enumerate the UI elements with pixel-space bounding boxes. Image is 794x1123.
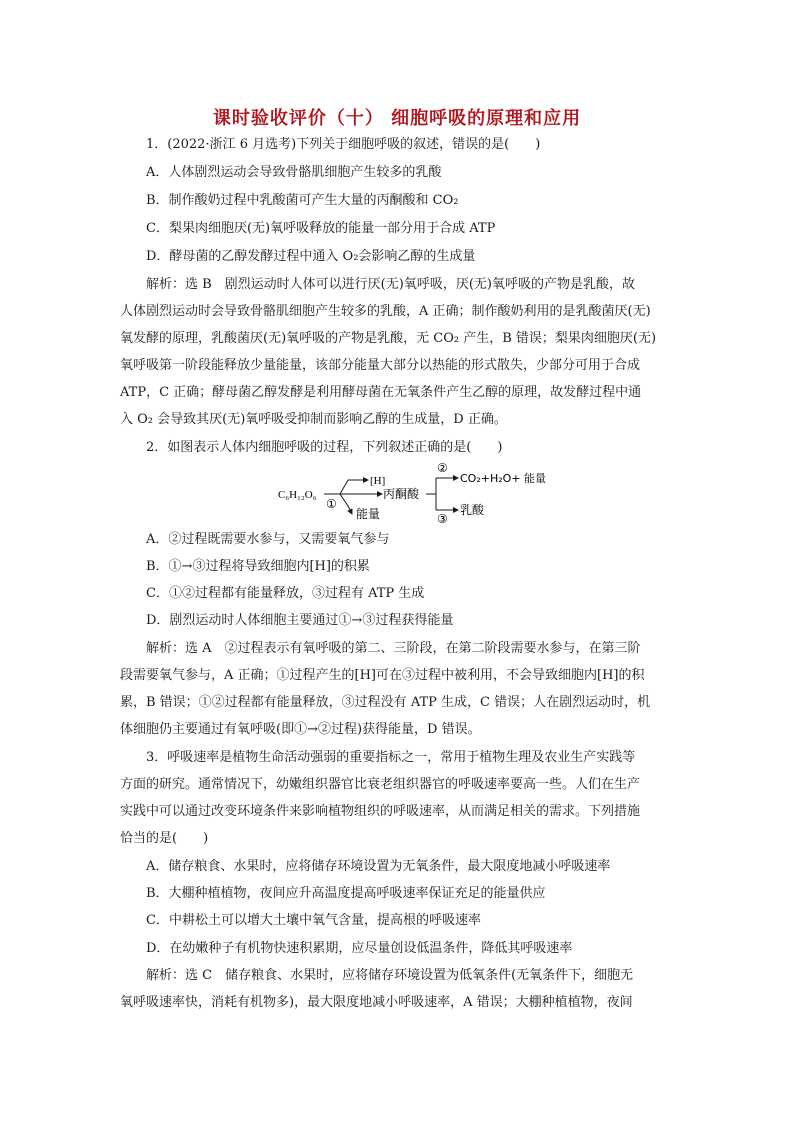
pyruvate-label: 丙酮酸 xyxy=(383,487,420,501)
question-1-stem: 1．(2022·浙江 6 月选考)下列关于细胞呼吸的叙述，错误的是( ) xyxy=(146,137,541,152)
q2-option-a: A．②过程既需要水参与，又需要氧气参与 xyxy=(146,532,390,547)
page-title: 课时验收评价（十） 细胞呼吸的原理和应用 xyxy=(212,108,582,129)
question-3-stem: 3．呼吸速率是植物生命活动强弱的重要指标之一，常用于植物生理及农业生产实践等 xyxy=(146,750,636,765)
q3-option-d: D．在幼嫩种子有机物快速积累期，应尽量创设低温条件，降低其呼吸速率 xyxy=(146,941,573,956)
q3-analysis-line: 氧呼吸速率快，消耗有机物多)，最大限度地减小呼吸速率，A 错误；大棚种植植物，夜间 xyxy=(120,995,633,1010)
q3-option-b: B．大棚种植植物，夜间应升高温度提高呼吸速率保证充足的能量供应 xyxy=(146,886,546,901)
q3-option-a: A．储存粮食、水果时，应将储存环境设置为无氧条件，最大限度地减小呼吸速率 xyxy=(146,859,611,874)
h-label: [H] xyxy=(370,475,386,487)
q2-option-c: C．①②过程都有能量释放，③过程有 ATP 生成 xyxy=(146,586,425,601)
glucose-label: C₆H₁₂O₆ xyxy=(278,489,317,501)
h-branch-arrow xyxy=(340,480,368,494)
q1-option-a: A．人体剧烈运动会导致骨骼肌细胞产生较多的乳酸 xyxy=(146,165,442,180)
q2-analysis-line: 解析：选 A ②过程表示有氧呼吸的第二、三阶段，在第二阶段需要水参与，在第三阶 xyxy=(146,641,641,656)
lactate-label: 乳酸 xyxy=(460,503,485,517)
q1-option-b: B．制作酸奶过程中乳酸菌可产生大量的丙酮酸和 CO₂ xyxy=(146,193,459,208)
question-2-stem: 2．如图表示人体内细胞呼吸的过程，下列叙述正确的是( ) xyxy=(146,440,503,455)
q3-option-c: C．中耕松土可以增大土壤中氧气含量，提高根的呼吸速率 xyxy=(146,913,481,928)
q2-option-d: D．剧烈运动时人体细胞主要通过①→③过程获得能量 xyxy=(146,613,454,628)
question-3-stem: 恰当的是( ) xyxy=(120,831,209,846)
q1-option-c: C．梨果肉细胞厌(无)氧呼吸释放的能量一部分用于合成 ATP xyxy=(146,221,496,236)
q2-analysis-line: 体细胞仍主要通过有氧呼吸(即①→②过程)获得能量，D 错误。 xyxy=(120,722,481,737)
q2-option-b: B．①→③过程将导致细胞内[H]的积累 xyxy=(146,559,370,574)
q1-analysis-line: ATP，C 正确；酵母菌乙醇发酵是利用酵母菌在无氧条件产生乙醇的原理，故发酵过程中通 xyxy=(120,385,642,400)
question-3-stem: 方面的研究。通常情况下，幼嫩组织器官比衰老组织器官的呼吸速率要高一些。人们在生产 xyxy=(120,777,641,792)
cell-respiration-diagram xyxy=(270,460,570,525)
q3-analysis-line: 解析：选 C 储存粮食、水果时，应将储存环境设置为低氧条件(无氧条件下，细胞无 xyxy=(146,968,634,983)
step2-marker: ② xyxy=(437,461,448,475)
q1-analysis-line: 氧发酵的原理，乳酸菌厌(无)氧呼吸的产物是乳酸，无 CO₂ 产生，B 错误；梨果肉细胞厌(无) xyxy=(120,331,657,346)
q2-analysis-line: 累，B 错误；①②过程都有能量释放，③过程没有 ATP 生成，C 错误；人在剧烈运动时，机 xyxy=(120,695,651,710)
q1-analysis-line: 人体剧烈运动时会导致骨骼肌细胞产生较多的乳酸，A 正确；制作酸奶利用的是乳酸菌厌(无) xyxy=(120,304,651,319)
q1-option-d: D．酵母菌的乙醇发酵过程中通入 O₂会影响乙醇的生成量 xyxy=(146,249,476,264)
q2-analysis-line: 段需要氧气参与，A 正确；①过程产生的[H]可在③过程中被利用，不会导致细胞内[H]的积 xyxy=(120,668,645,683)
q1-analysis-line: 解析：选 B 剧烈运动时人体可以进行厌(无)氧呼吸，厌(无)氧呼吸的产物是乳酸，故 xyxy=(146,277,635,292)
q1-analysis-line: 氧呼吸第一阶段能释放少量能量，该部分能量大部分以热能的形式散失，少部分可用于合成 xyxy=(120,358,641,373)
step1-marker: ① xyxy=(326,497,337,511)
step3-marker: ③ xyxy=(437,512,448,525)
q1-analysis-line: 入 O₂ 会导致其厌(无)氧呼吸受抑制而影响乙醇的生成量，D 正确。 xyxy=(120,412,507,427)
aerobic-products-label: CO₂+H₂O+ 能量 xyxy=(460,472,547,485)
energy-branch-arrow xyxy=(340,494,352,514)
question-3-stem: 实践中可以通过改变环境条件来影响植物组织的呼吸速率，从而满足相关的需求。下列措施 xyxy=(120,804,641,819)
energy-label: 能量 xyxy=(356,507,381,521)
